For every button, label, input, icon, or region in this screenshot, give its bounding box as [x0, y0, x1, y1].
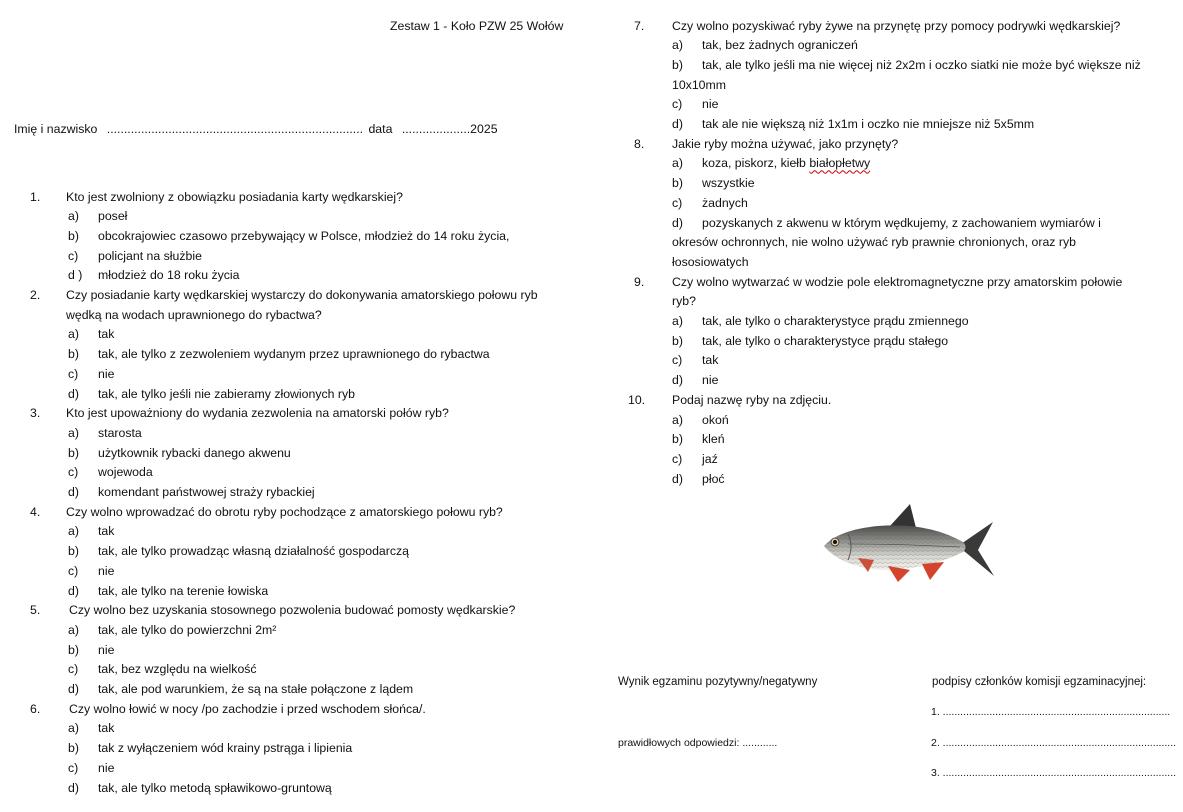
- option-text: użytkownik rybacki danego akwenu: [98, 445, 291, 460]
- option-text: nie: [98, 366, 115, 381]
- option-text: tak, ale tylko do powierzchni 2m²: [98, 622, 277, 637]
- option-letter: d): [68, 682, 79, 696]
- option-letter: a): [672, 156, 683, 171]
- question-text: Czy wolno wprowadzać do obrotu ryby pochodzące z amatorskiego połowu ryb?: [66, 504, 503, 519]
- name-date-line: [14, 122, 498, 136]
- option-letter: d ): [68, 268, 83, 283]
- option-text: wszystkie: [702, 176, 755, 191]
- option-text: tak, ale tylko o charakterystyce prądu zmiennego: [702, 314, 969, 328]
- option-text: płoć: [702, 471, 725, 486]
- roach-fish-image: [818, 500, 996, 592]
- option-text: policjant na służbie: [98, 248, 202, 263]
- answer-option[interactable]: [672, 334, 948, 348]
- option-letter: b): [68, 228, 79, 243]
- answer-option[interactable]: [68, 721, 114, 735]
- option-text: 10x10mm: [672, 77, 726, 92]
- option-text: nie: [98, 760, 115, 775]
- option-text: tak, ale tylko o charakterystyce prądu stałego: [702, 333, 949, 348]
- option-letter: d): [68, 583, 79, 598]
- option-letter: a): [68, 327, 79, 342]
- signature-line-3[interactable]: 3. ................................................................................: [931, 767, 1177, 779]
- option-text: tak, bez względu na wielkość: [98, 662, 257, 677]
- option-letter: b): [672, 333, 683, 348]
- option-letter: b): [68, 741, 79, 756]
- option-letter: c): [68, 760, 79, 775]
- option-text: okresów ochronnych, nie wolno używać ryb prawnie chronionych, oraz ryb: [672, 235, 1076, 250]
- question-number: 10.: [628, 392, 646, 407]
- answer-option[interactable]: [68, 781, 332, 795]
- answer-option[interactable]: [672, 156, 870, 170]
- answer-option[interactable]: [68, 367, 114, 381]
- option-letter: c): [68, 366, 79, 381]
- answer-option[interactable]: [672, 216, 1101, 230]
- option-letter: c): [672, 451, 683, 466]
- answer-option[interactable]: [68, 643, 114, 657]
- option-letter: c): [68, 248, 79, 263]
- option-text: tak, ale tylko prowadząc własną działalność gospodarczą: [98, 544, 410, 559]
- option-text: nie: [98, 563, 115, 578]
- question-number: 6.: [30, 701, 41, 716]
- option-text: tak: [98, 721, 115, 736]
- answer-option[interactable]: [68, 426, 142, 440]
- answer-option[interactable]: [68, 465, 153, 479]
- answer-option[interactable]: [68, 387, 355, 401]
- option-letter: d): [672, 215, 683, 230]
- option-letter: d): [68, 780, 79, 795]
- signatures-label: podpisy członków komisji egzaminacyjnej:: [932, 676, 1147, 688]
- answer-option[interactable]: [68, 229, 509, 243]
- option-letter: a): [672, 412, 683, 427]
- question-text: Czy posiadanie karty wędkarskiej wystarczy do dokonywania amatorskiego połowu ryb: [66, 288, 538, 302]
- option-text: nie: [702, 373, 719, 388]
- option-letter: b): [672, 432, 683, 447]
- question-text: Jakie ryby można używać, jako przynęty?: [672, 136, 899, 151]
- option-text: wojewoda: [98, 465, 153, 480]
- option-letter: a): [68, 721, 79, 736]
- answer-option: [672, 235, 1076, 249]
- option-text: tak, ale tylko jeśli nie zabieramy złowionych ryb: [98, 386, 355, 401]
- option-letter: d): [68, 386, 79, 401]
- option-letter: d): [672, 471, 683, 486]
- option-letter: c): [68, 662, 79, 677]
- option-letter: d): [672, 117, 683, 131]
- option-text: starosta: [98, 425, 142, 440]
- option-text: komendant państwowej straży rybackiej: [98, 485, 315, 499]
- answer-option[interactable]: [68, 564, 114, 578]
- option-text: pozyskanych z akwenu w którym wędkujemy, z zachowaniem wymiarów i: [702, 215, 1101, 230]
- answer-option[interactable]: [672, 117, 1034, 131]
- option-text: tak: [98, 327, 115, 342]
- option-letter: b): [68, 642, 79, 657]
- question-number: 3.: [30, 406, 41, 421]
- option-letter: b): [68, 544, 79, 559]
- option-letter: b): [672, 176, 683, 191]
- option-text: okoń: [702, 412, 729, 427]
- answer-option[interactable]: [672, 353, 718, 367]
- option-letter: d): [672, 373, 683, 388]
- question-text: Czy wolno pozyskiwać ryby żywe na przynętę przy pomocy podrywki wędkarskiej?: [672, 18, 1121, 33]
- year: 2025: [470, 122, 498, 136]
- question-text: Kto jest zwolniony z obowiązku posiadania karty wędkarskiej?: [66, 189, 403, 204]
- option-text: tak z wyłączeniem wód krainy pstrąga i lipienia: [98, 741, 353, 756]
- option-text: kleń: [702, 432, 725, 447]
- answer-option[interactable]: [672, 373, 718, 387]
- answer-option[interactable]: [672, 432, 725, 446]
- option-text: tak ale nie większą niż 1x1m i oczko nie mniejsze niż 5x5mm: [702, 117, 1035, 131]
- option-letter: a): [68, 524, 79, 539]
- answer-option[interactable]: [672, 413, 729, 427]
- date-field[interactable]: ....................: [401, 122, 471, 136]
- date-label: data: [368, 122, 393, 136]
- answer-option[interactable]: [672, 58, 1141, 72]
- answer-option[interactable]: [672, 452, 718, 466]
- option-text: żadnych: [702, 195, 748, 210]
- option-text: tak, ale tylko metodą spławikowo-gruntową: [98, 780, 332, 795]
- option-text: łososiowatych: [672, 254, 749, 269]
- answer-option[interactable]: [68, 446, 291, 460]
- answer-option[interactable]: [68, 682, 413, 696]
- option-text: młodzież do 18 roku życia: [98, 268, 240, 283]
- answer-option[interactable]: [672, 38, 858, 52]
- option-letter: b): [672, 57, 683, 72]
- name-label: Imię i nazwisko: [14, 122, 98, 136]
- option-letter: d): [68, 485, 79, 499]
- option-letter: c): [672, 97, 683, 112]
- answer-option[interactable]: [672, 97, 718, 111]
- answer-option[interactable]: [68, 485, 315, 499]
- option-text: nie: [702, 97, 719, 112]
- spellcheck-word: białopłetwy: [809, 156, 871, 171]
- question-number: 2.: [30, 288, 41, 302]
- answer-option: [672, 78, 726, 92]
- option-text: tak, ale pod warunkiem, że są na stałe połączone z lądem: [98, 682, 414, 696]
- option-letter: b): [68, 445, 79, 460]
- option-letter: a): [672, 38, 683, 53]
- name-field[interactable]: ...........................................................................: [106, 122, 364, 136]
- question-text: ryb?: [672, 294, 696, 309]
- question-text: Czy wolno wytwarzać w wodzie pole elektromagnetyczne przy amatorskim połowie: [672, 274, 1123, 289]
- question-text: Czy wolno bez uzyskania stosownego pozwolenia budować pomosty wędkarskie?: [69, 603, 516, 618]
- question-number: 8.: [634, 136, 645, 151]
- option-text: tak, bez żadnych ograniczeń: [702, 38, 858, 53]
- option-letter: a): [68, 425, 79, 440]
- answer-option[interactable]: [68, 209, 127, 223]
- option-text: nie: [98, 642, 115, 657]
- question-number: 1.: [30, 189, 41, 204]
- question-number: 9.: [634, 274, 645, 289]
- answer-option[interactable]: [68, 741, 352, 755]
- answer-option[interactable]: [68, 327, 114, 341]
- option-text: tak, ale tylko na terenie łowiska: [98, 583, 269, 598]
- answer-option[interactable]: [68, 544, 409, 558]
- option-text: tak: [98, 524, 115, 539]
- answer-option[interactable]: [672, 196, 748, 210]
- option-text: koza, piskorz, kiełb białopłetwy: [702, 156, 871, 171]
- option-letter: a): [672, 314, 683, 328]
- answer-option[interactable]: [68, 347, 490, 361]
- page-title: Zestaw 1 - Koło PZW 25 Wołów: [390, 19, 564, 33]
- option-letter: c): [672, 195, 683, 210]
- answer-option[interactable]: [68, 524, 114, 538]
- answer-option[interactable]: [68, 761, 114, 775]
- question-text: Podaj nazwę ryby na zdjęciu.: [672, 392, 832, 407]
- question-text: wędką na wodach uprawnionego do rybactwa?: [66, 307, 322, 322]
- option-text: tak: [702, 353, 719, 368]
- answer-option[interactable]: [68, 662, 257, 676]
- option-letter: a): [68, 209, 79, 224]
- option-text: jaź: [702, 451, 718, 466]
- question-text: Czy wolno łowić w nocy /po zachodzie i przed wschodem słońca/.: [69, 701, 426, 716]
- answer-option: [672, 255, 749, 269]
- option-letter: a): [68, 622, 79, 637]
- answer-option[interactable]: [672, 472, 725, 486]
- question-number: 5.: [30, 603, 41, 618]
- option-letter: c): [68, 465, 79, 480]
- option-text: tak, ale tylko jeśli ma nie więcej niż 2x2m i oczko siatki nie może być większe niż: [702, 57, 1141, 72]
- answer-option[interactable]: [672, 176, 755, 190]
- option-letter: c): [672, 353, 683, 368]
- answer-option[interactable]: [68, 268, 239, 282]
- option-text: obcokrajowiec czasowo przebywający w Polsce, młodzież do 14 roku życia,: [98, 228, 510, 243]
- result-label: Wynik egzaminu pozytywny/negatywny: [618, 676, 818, 688]
- correct-answers-field[interactable]: prawidłowych odpowiedzi: ............: [618, 737, 778, 749]
- option-letter: b): [68, 347, 79, 362]
- option-text: poseł: [98, 209, 128, 224]
- question-number: 4.: [30, 504, 41, 519]
- question-number: 7.: [634, 18, 645, 33]
- answer-option[interactable]: [68, 249, 202, 263]
- question-text: Kto jest upoważniony do wydania zezwolenia na amatorski połów ryb?: [66, 406, 449, 421]
- signature-line-2[interactable]: 2. ................................................................................: [931, 737, 1177, 749]
- option-text: tak, ale tylko z zezwoleniem wydanym przez uprawnionego do rybactwa: [98, 347, 490, 362]
- answer-option[interactable]: [672, 314, 969, 328]
- signature-line-1[interactable]: 1. ..............................................................................: [931, 706, 1171, 718]
- answer-option[interactable]: [68, 623, 276, 637]
- answer-option[interactable]: [68, 584, 268, 598]
- option-letter: c): [68, 563, 79, 578]
